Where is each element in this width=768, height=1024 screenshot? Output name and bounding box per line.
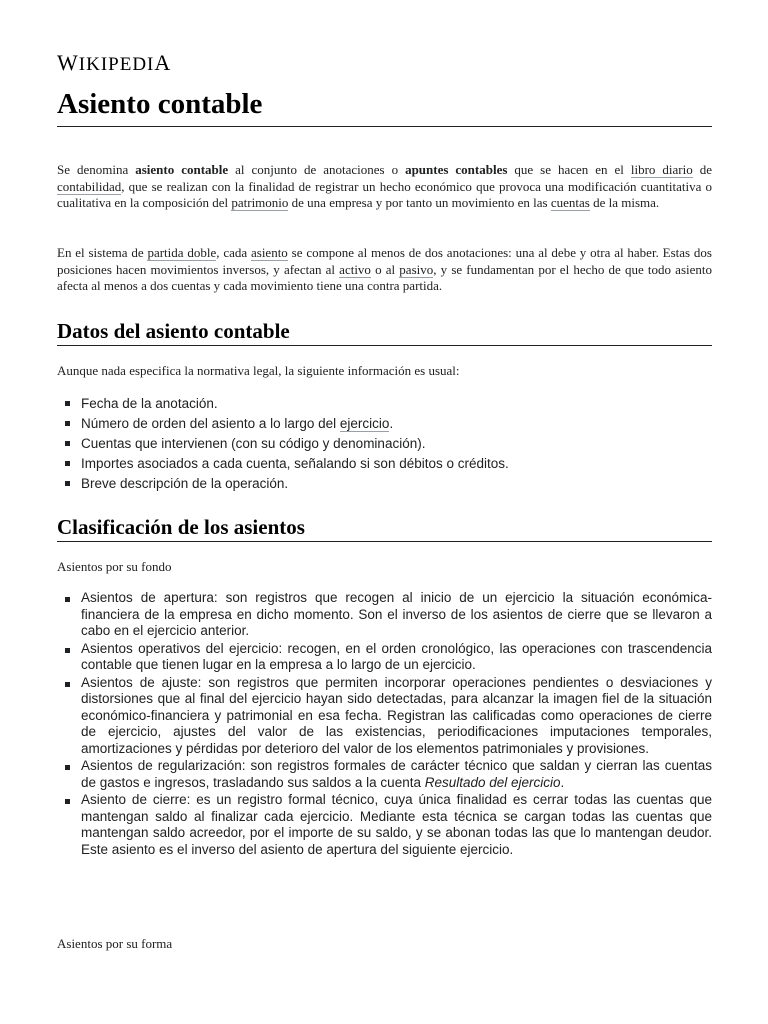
list-item-text: Breve descripción de la operación.: [81, 476, 289, 491]
text: , y se fundamentan por el hecho de que todo asiento afecta al menos a dos cuentas y cada movimiento tiene una contra partida.: [57, 261, 712, 294]
bold-term: asiento contable: [135, 162, 229, 177]
list-item-text: Asientos de apertura: son registros que recogen al inicio de un ejercicio la situación económica-financiera de la empresa en dicho momento. Son el inverso de los asientos de cierre que se llevaron a cabo en el ejercicio anterior.: [81, 590, 712, 638]
text: de la misma.: [589, 195, 660, 211]
list-item: [57, 675, 712, 758]
link-pasivo[interactable]: pasivo: [399, 261, 434, 277]
bullet-icon: [65, 799, 70, 804]
wikipedia-logo[interactable]: [57, 50, 171, 76]
list-item: [57, 792, 712, 858]
text: se compone al menos de dos anotaciones: una al debe y otra al haber. Estas dos posiciones hacen movimientos inversos, y afectan al: [57, 245, 712, 277]
text: o al: [370, 261, 400, 277]
bullet-icon: [65, 682, 70, 687]
link-asiento[interactable]: asiento: [250, 245, 288, 260]
link-activo[interactable]: activo: [339, 261, 371, 277]
link-ejercicio[interactable]: ejercicio: [339, 416, 390, 431]
datos-list: [57, 394, 712, 494]
link-libro-diario[interactable]: libro diario: [630, 162, 693, 177]
text: de una empresa y por tanto un movimiento en las: [288, 195, 551, 211]
logo-letter-w: W: [57, 50, 79, 75]
bold-term: apuntes contables: [405, 162, 508, 177]
section-intro: Aunque nada especifica la normativa legal, la siguiente información es usual:: [57, 363, 460, 378]
text: Se denomina: [57, 162, 136, 177]
bullet-icon: [65, 421, 70, 426]
bullet-icon: [65, 461, 70, 466]
link-patrimonio[interactable]: patrimonio: [231, 195, 289, 211]
list-item: [57, 454, 712, 474]
list-item-text: Asiento de cierre: es un registro formal técnico, cuya única finalidad es cerrar todas las cuentas que mantengan saldo al finalizar cada ejercicio. Mediante esta técnica se cargan todas las cuentas que mantengan saldo acreedor, por el importe de su saldo, y se abonan todas las que lo mantengan deudor. Este asiento es el inverso del asiento de apertura del siguiente ejercicio.: [81, 792, 712, 857]
list-item-text: .: [560, 774, 565, 790]
subheading-fondo: Asientos por su fondo: [57, 559, 172, 574]
section-heading-clasificacion: Clasificación de los asientos: [57, 515, 305, 539]
section-heading-datos: Datos del asiento contable: [57, 319, 290, 343]
page-title: Asiento contable: [57, 88, 263, 120]
list-item-text: Número de orden del asiento a lo largo del: [81, 416, 340, 431]
text: , que se realizan con la finalidad de registrar un hecho económico que provoca una modificación cuantitativa o cualitativa en la composición del: [57, 178, 712, 211]
logo-letters: IKIPEDI: [78, 54, 155, 75]
subheading-forma: Asientos por su forma: [57, 936, 173, 951]
list-item: [57, 394, 712, 414]
clasificacion-list: [57, 590, 712, 859]
list-item-text: Asientos operativos del ejercicio: recogen, en el orden cronológico, las operaciones con trascendencia contable que tienen lugar en la empresa a lo largo de un ejercicio.: [81, 640, 712, 672]
section-divider: [57, 345, 712, 346]
text: que se hacen en el: [507, 162, 631, 177]
link-partida-doble[interactable]: partida doble: [147, 245, 217, 260]
list-item-text: Fecha de la anotación.: [81, 396, 218, 411]
bullet-icon: [65, 648, 70, 653]
list-item-text: Asientos de ajuste: son registros que permiten incorporar operaciones pendientes o desviaciones y distorsiones que al final del ejercicio hayan sido detectadas, para alcanzar la imagen fiel de la situación económico-financiera y patrimonial en esa fecha. Registran las calificadas como operaciones de cierre de ejercicio, ajustes del valor de las existencias, periodificaciones imputaciones temporales, amortizaciones y pérdidas por deterioro del valor de los elementos patrimoniales y provisiones.: [81, 674, 712, 756]
second-paragraph: [57, 245, 712, 295]
list-item-text: Importes asociados a cada cuenta, señalando si son débitos o créditos.: [81, 456, 509, 471]
text: , cada: [216, 245, 251, 260]
intro-paragraph: [57, 162, 712, 212]
section-divider: [57, 541, 712, 542]
bullet-icon: [65, 441, 70, 446]
title-divider: [57, 126, 712, 127]
text: de: [692, 162, 712, 177]
list-item-text: Asientos de regularización: son registros formales de carácter técnico que saldan y cierran las cuentas de gastos e ingresos, trasladando sus saldos a la cuenta: [81, 758, 712, 790]
list-item-text: .: [389, 416, 394, 431]
bullet-icon: [65, 765, 70, 770]
link-cuentas[interactable]: cuentas: [550, 195, 590, 211]
list-item: [57, 758, 712, 791]
list-item: [57, 414, 712, 434]
list-item-text: Cuentas que intervienen (con su código y denominación).: [81, 436, 426, 451]
text: En el sistema de: [57, 245, 148, 260]
italic-term: Resultado del ejercicio: [424, 774, 561, 790]
bullet-icon: [65, 401, 70, 406]
list-item: [57, 474, 712, 494]
bullet-icon: [65, 597, 70, 602]
list-item: [57, 641, 712, 674]
bullet-icon: [65, 481, 70, 486]
text: al conjunto de anotaciones o: [228, 162, 406, 177]
list-item: [57, 434, 712, 454]
list-item: [57, 590, 712, 640]
link-contabilidad[interactable]: contabilidad: [57, 178, 122, 194]
logo-letter-a: A: [154, 50, 172, 75]
